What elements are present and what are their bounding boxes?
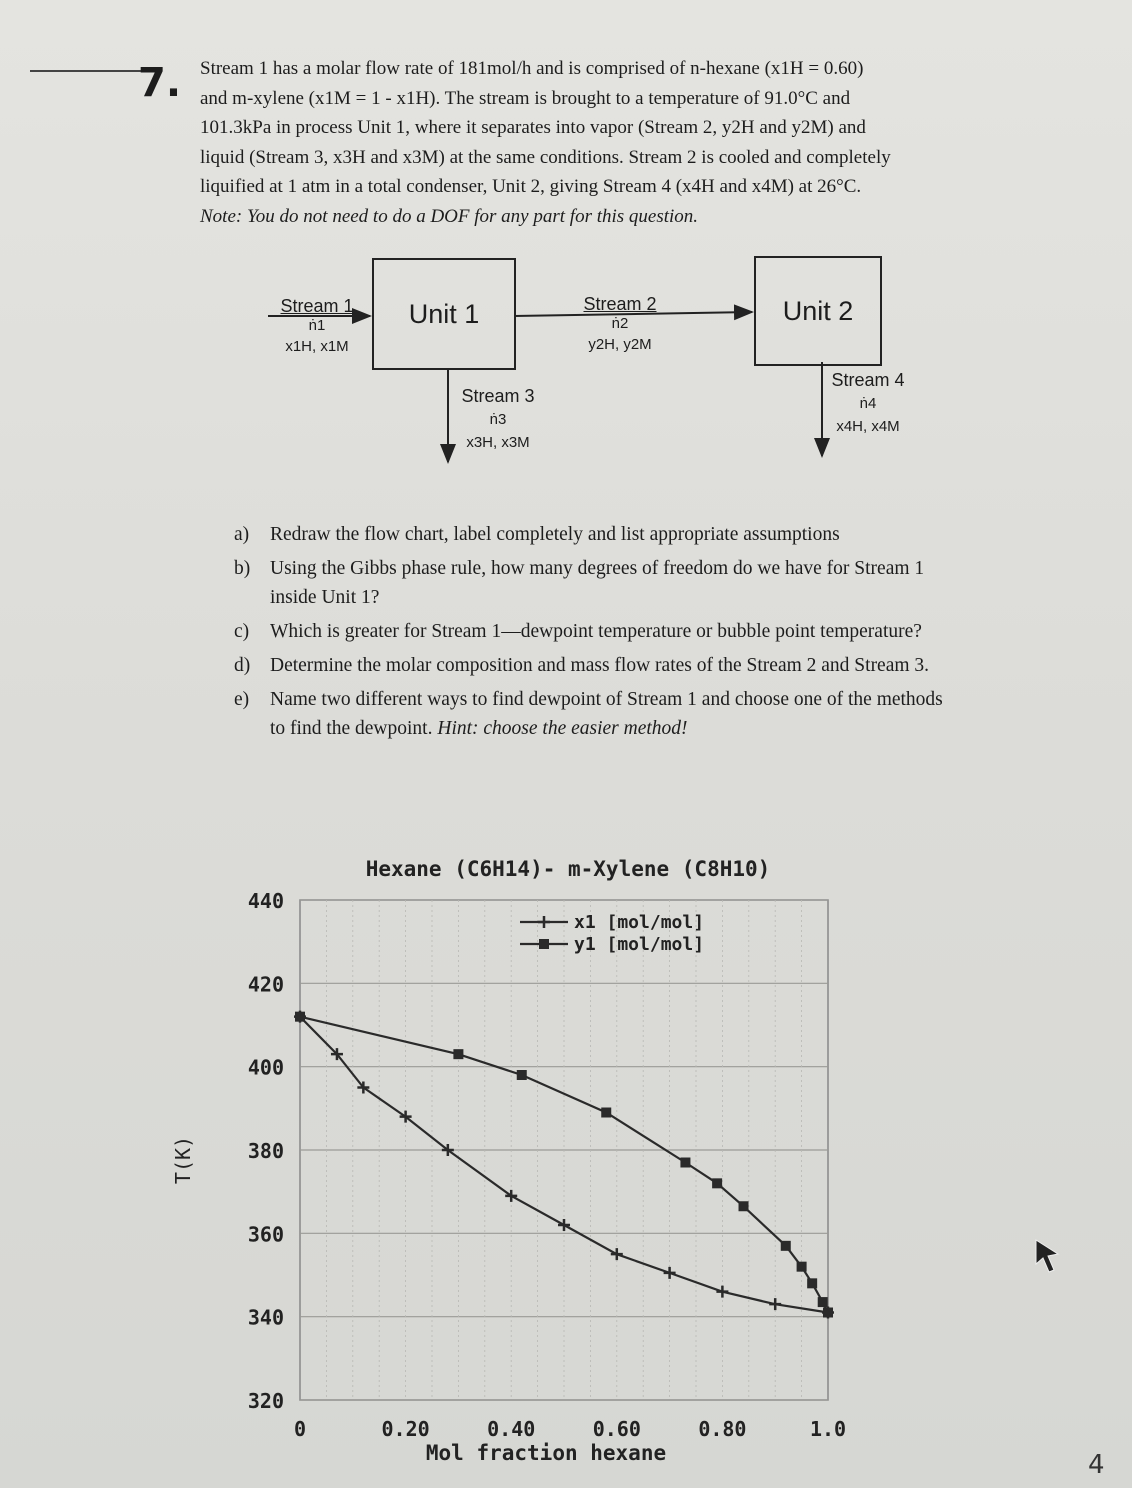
intro-line: liquid (Stream 3, x3H and x3M) at the same conditions. Stream 2 is cooled and completely [200, 146, 891, 168]
part-text: Which is greater for Stream 1—dewpoint temperature or bubble point temperature? [270, 621, 922, 642]
data-point-x1 [769, 1298, 781, 1310]
data-point-x1 [558, 1219, 570, 1231]
unit2-box: Unit 2 [754, 256, 882, 366]
y-tick-label: 320 [247, 1389, 284, 1413]
stream1-name: Stream 1 [280, 296, 354, 316]
data-point-y1 [453, 1049, 463, 1059]
data-point-y1 [712, 1178, 722, 1188]
legend-label: x1 [mol/mol] [574, 912, 705, 933]
chart-title: Hexane (C6H14)- m-Xylene (C8H10) [365, 857, 771, 881]
data-point-y1 [823, 1308, 833, 1318]
data-point-y1 [797, 1262, 807, 1272]
stream2-name: Stream 2 [583, 294, 657, 314]
legend-marker-cross-icon [538, 916, 550, 928]
intro-line: and m-xylene (x1M = 1 - x1H). The stream is brought to a temperature of 91.0°C and [200, 87, 851, 109]
data-point-x1 [611, 1248, 623, 1260]
legend-marker-square-icon [539, 939, 549, 949]
intro-note: Note: You do not need to do a DOF for any part for this question. [200, 205, 699, 227]
stream4-flow: ṅ4 [859, 395, 877, 412]
y-tick-label: 420 [247, 972, 284, 997]
x-tick-label: 0 [293, 1417, 307, 1441]
y-tick-label: 400 [247, 1055, 284, 1080]
part-e-hint: Hint: choose the easier method! [437, 718, 688, 739]
mouse-cursor-icon [1032, 1238, 1062, 1274]
part-label: e) [234, 689, 250, 710]
data-point-y1 [295, 1012, 305, 1022]
y-tick-label: 340 [247, 1305, 284, 1330]
data-point-x1 [716, 1286, 728, 1298]
x-tick-label: 0.80 [698, 1417, 747, 1441]
stream2-comp: y2H, y2M [588, 336, 652, 353]
y-axis-label: T(K) [171, 1135, 195, 1185]
unit1-box: Unit 1 [372, 258, 516, 370]
part-label: c) [234, 621, 250, 642]
x-tick-label: 1.0 [809, 1417, 847, 1441]
question-number: 7. [138, 60, 182, 106]
part-text: Using the Gibbs phase rule, how many degrees of freedom do we have for Stream 1 inside Unit 1? [270, 558, 925, 608]
legend-label: y1 [mol/mol] [574, 934, 705, 955]
y-tick-label: 380 [247, 1139, 284, 1163]
part-label: b) [234, 558, 251, 579]
stream3-flow: ṅ3 [489, 411, 507, 428]
part-text: Determine the molar composition and mass flow rates of the Stream 2 and Stream 3. [270, 655, 930, 676]
data-point-y1 [781, 1241, 791, 1251]
data-point-y1 [680, 1158, 690, 1168]
x-axis-label: Mol fraction hexane [425, 1441, 667, 1465]
data-point-y1 [739, 1201, 749, 1211]
data-point-y1 [818, 1297, 828, 1307]
data-point-y1 [807, 1278, 817, 1288]
stream1-flow: ṅ1 [308, 317, 326, 334]
x-tick-label: 0.60 [592, 1417, 641, 1441]
y-tick-label: 360 [247, 1222, 284, 1247]
data-point-y1 [601, 1108, 611, 1118]
stream3-comp: x3H, x3M [466, 434, 530, 451]
page-number: 4 [1088, 1450, 1105, 1480]
stream4-comp: x4H, x4M [836, 418, 900, 435]
part-label: a) [234, 524, 250, 545]
intro-line: 101.3kPa in process Unit 1, where it separates into vapor (Stream 2, y2H and y2M) and [200, 117, 866, 139]
y-tick-label: 440 [247, 889, 284, 913]
intro-line: Stream 1 has a molar flow rate of 181mol/h and is comprised of n-hexane (x1H = 0.60) [200, 58, 864, 79]
x-tick-label: 0.40 [487, 1417, 536, 1441]
data-point-y1 [517, 1070, 527, 1080]
intro-line: liquified at 1 atm in a total condenser, Unit 2, giving Stream 4 (x4H and x4M) at 26°C. [200, 176, 862, 198]
stream2-flow: ṅ2 [611, 315, 629, 332]
part-label: d) [234, 655, 251, 676]
x-tick-label: 0.20 [381, 1417, 430, 1441]
stream4-name: Stream 4 [831, 370, 905, 390]
data-point-x1 [664, 1267, 676, 1279]
stream1-comp: x1H, x1M [285, 338, 349, 355]
part-e-text: Name two different ways to find dewpoint of Stream 1 and choose one of the methods to find the dewpoint. [270, 689, 943, 739]
stream3-name: Stream 3 [461, 386, 535, 406]
part-text: Redraw the flow chart, label completely and list appropriate assumptions [270, 524, 840, 545]
